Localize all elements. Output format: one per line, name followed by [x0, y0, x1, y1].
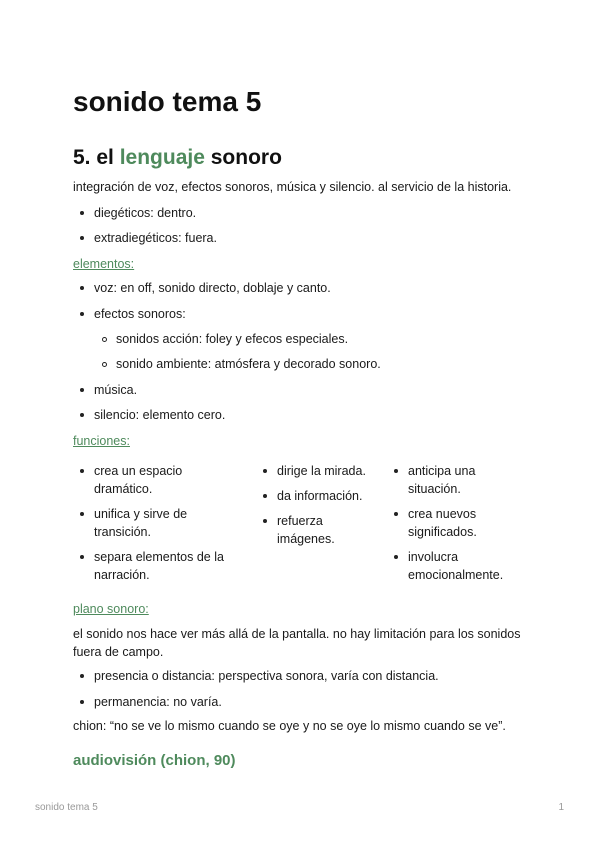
funciones-column-2 [256, 462, 371, 555]
list-item: unifica y sirve de transición. [73, 505, 243, 541]
section-heading [73, 146, 282, 170]
plano-sonoro-link[interactable]: plano sonoro: [73, 602, 149, 616]
elementos-link[interactable]: elementos: [73, 257, 135, 271]
list-item: crea un espacio dramático. [73, 462, 243, 498]
list-item-presencia [80, 667, 439, 685]
section-heading-accent: lenguaje [119, 146, 205, 169]
list-item-text: sonido ambiente: atmósfera y decorado sonoro. [116, 357, 381, 371]
list-item: da información. [256, 487, 371, 505]
section-heading-suffix: sonoro [204, 146, 282, 169]
list-item-text: silencio: elemento cero. [94, 408, 226, 422]
footer-page-number: 1 [558, 802, 564, 813]
list-subitem-ambiente [102, 355, 381, 373]
plano-sonoro-paragraph: el sonido nos hace ver más allá de la pantalla. no hay limitación para los sonidos fuera de campo. [73, 627, 521, 659]
list-item-text: música. [94, 383, 138, 397]
funciones-column-3 [387, 462, 507, 591]
list-item-permanencia [80, 693, 222, 711]
list-item-diegeticos [80, 204, 196, 222]
list-item: refuerza imágenes. [256, 512, 371, 548]
funciones-link[interactable]: funciones: [73, 434, 130, 448]
list-item-text: permanencia: no varía. [94, 695, 222, 709]
page-title: sonido tema 5 [73, 86, 262, 117]
subheading-audiovision: audiovisión (chion, 90) [73, 752, 236, 769]
intro-paragraph: integración de voz, efectos sonoros, música y silencio. al servicio de la historia. [73, 180, 512, 194]
list-item-text: voz: en off, sonido directo, doblaje y canto. [94, 281, 331, 295]
list-item-text: extradiegéticos: fuera. [94, 231, 217, 245]
list-item-text: diegéticos: dentro. [94, 206, 197, 220]
list-item-text: sonidos acción: foley y efecos especiales. [116, 332, 349, 346]
chion-quote: chion: “no se ve lo mismo cuando se oye y no se oye lo mismo cuando se ve”. [73, 719, 506, 733]
footer-title: sonido tema 5 [35, 802, 98, 813]
list-item: crea nuevos significados. [387, 505, 507, 541]
list-item-voz [80, 279, 331, 297]
list-item: dirige la mirada. [256, 462, 371, 480]
list-item: anticipa una situación. [387, 462, 507, 498]
list-subitem-accion [102, 330, 348, 348]
list-item: involucra emocionalmente. [387, 548, 507, 584]
list-item-text: presencia o distancia: perspectiva sonora, varía con distancia. [94, 669, 439, 683]
list-item-text: efectos sonoros: [94, 307, 186, 321]
list-item: separa elementos de la narración. [73, 548, 243, 584]
list-item-musica [80, 381, 137, 399]
funciones-column-1 [73, 462, 243, 591]
list-item-silencio [80, 406, 225, 424]
section-heading-prefix: 5. el [73, 146, 120, 169]
list-item-extradiegeticos [80, 229, 217, 247]
list-item-efectos [80, 305, 186, 323]
